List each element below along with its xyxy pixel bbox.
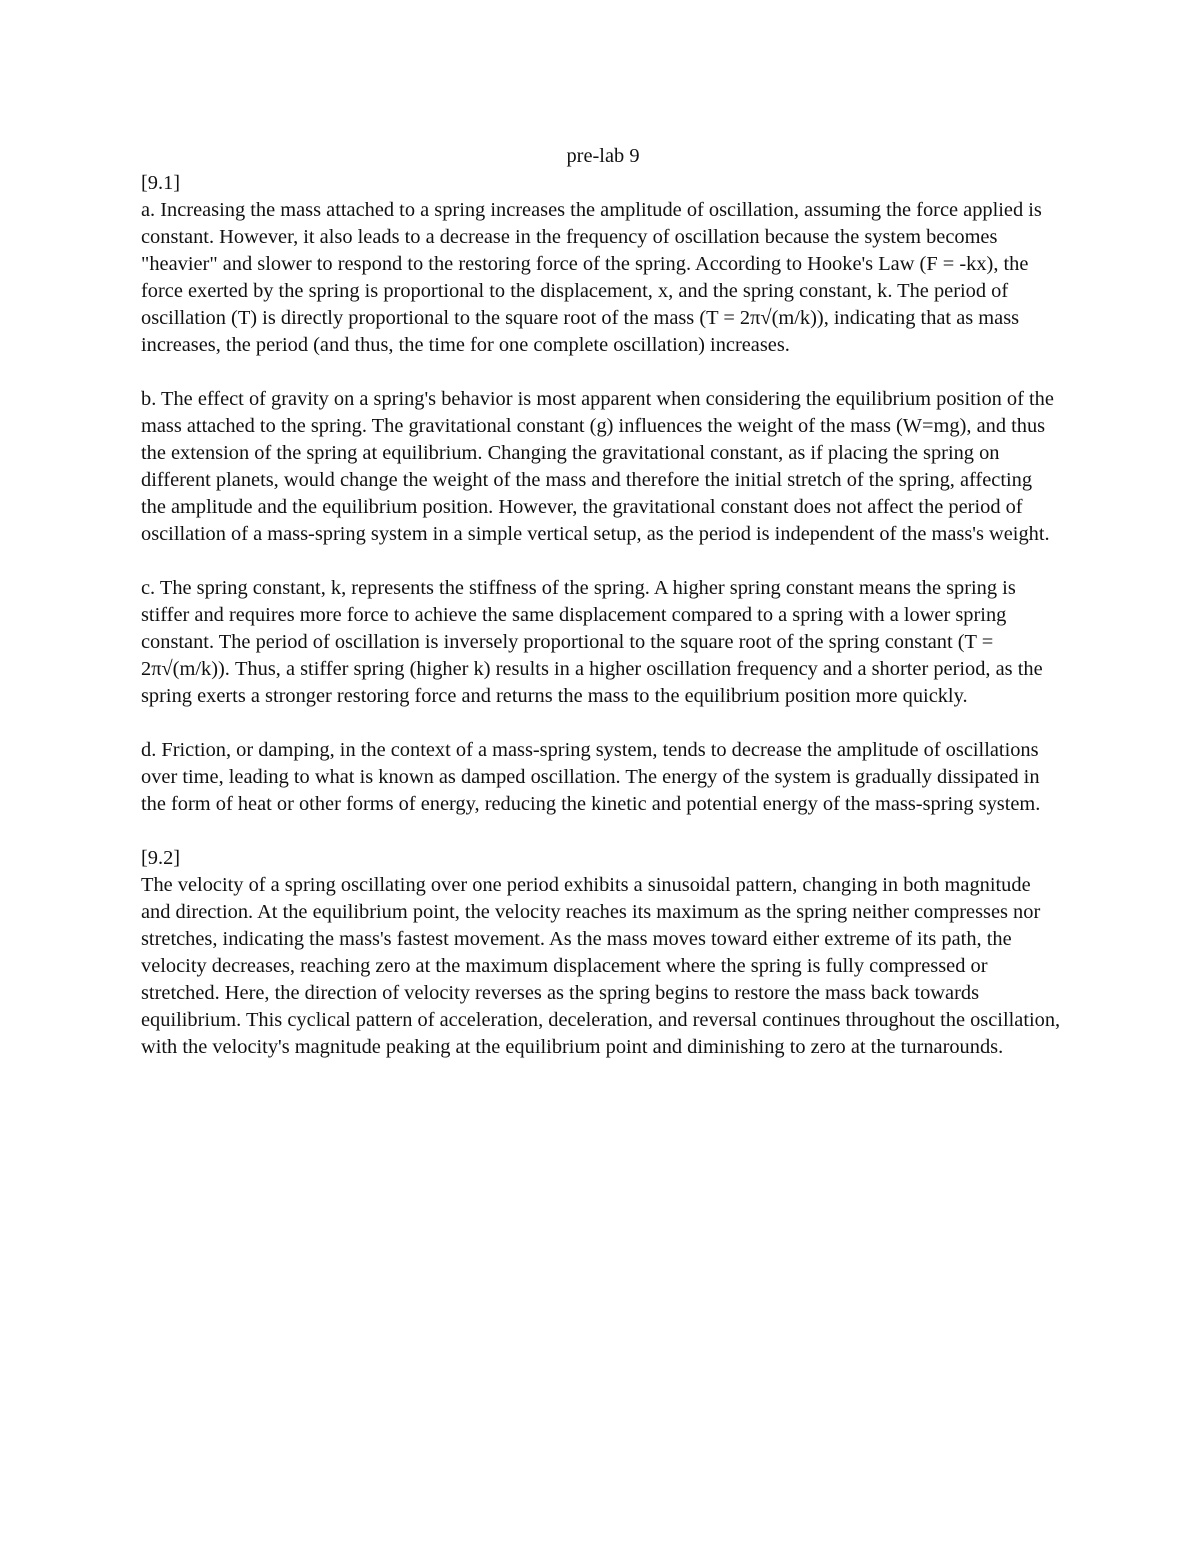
section-label: [9.1] (141, 172, 181, 194)
answer-a-paragraph: a. Increasing the mass attached to a spring increases the amplitude of oscillation, assuming the force applied is constant. However, it also leads to a decrease in the frequency of oscillation because the system becomes "heavier" and slower to respond to the restoring force of the spring. According to Hooke's Law (F = -kx), the force exerted by the spring is proportional to the displacement, x, and the spring constant, k. The period of oscillation (T) is directly proportional to the square root of the mass (T = 2π√(m/k)), indicating that as mass increases, the period (and thus, the time for one complete oscillation) increases. (141, 199, 1042, 356)
paragraph-spacer (141, 548, 1061, 575)
section-label: [9.2] (141, 847, 181, 869)
answer-b-paragraph: b. The effect of gravity on a spring's behavior is most apparent when considering the equilibrium position of the mass attached to the spring. The gravitational constant (g) influences the weight of the mass (W=mg), and thus the extension of the spring at equilibrium. Changing the gravitational constant, as if placing the spring on different planets, would change the weight of the mass and therefore the initial stretch of the spring, affecting the amplitude and the equilibrium position. However, the gravitational constant does not affect the period of oscillation of a mass-spring system in a simple vertical setup, as the period is independent of the mass's weight. (141, 388, 1054, 545)
section-9-1 (141, 170, 1061, 818)
document-body (141, 143, 1061, 1061)
paragraph-spacer (141, 359, 1061, 386)
paragraph-spacer (141, 710, 1061, 737)
section-9-2 (141, 845, 1061, 1061)
answer-d-paragraph: d. Friction, or damping, in the context of a mass-spring system, tends to decrease the amplitude of oscillations over time, leading to what is known as damped oscillation. The energy of the system is gradually dissipated in the form of heat or other forms of energy, reducing the kinetic and potential energy of the mass-spring system. (141, 739, 1041, 815)
section-spacer (141, 818, 1061, 845)
velocity-paragraph: The velocity of a spring oscillating over one period exhibits a sinusoidal pattern, changing in both magnitude and direction. At the equilibrium point, the velocity reaches its maximum as the spring neither compresses nor stretches, indicating the mass's fastest movement. As the mass moves toward either extreme of its path, the velocity decreases, reaching zero at the maximum displacement where the spring is fully compressed or stretched. Here, the direction of velocity reverses as the spring begins to restore the mass back towards equilibrium. This cyclical pattern of acceleration, deceleration, and reversal continues throughout the oscillation, with the velocity's magnitude peaking at the equilibrium point and diminishing to zero at the turnarounds. (141, 874, 1061, 1058)
document-title: pre-lab 9 (566, 145, 640, 167)
answer-c-paragraph: c. The spring constant, k, represents the stiffness of the spring. A higher spring constant means the spring is stiffer and requires more force to achieve the same displacement compared to a spring with a lower spring constant. The period of oscillation is inversely proportional to the square root of the spring constant (T = 2π√(m/k)). Thus, a stiffer spring (higher k) results in a higher oscillation frequency and a shorter period, as the spring exerts a stronger restoring force and returns the mass to the equilibrium position more quickly. (141, 577, 1043, 707)
